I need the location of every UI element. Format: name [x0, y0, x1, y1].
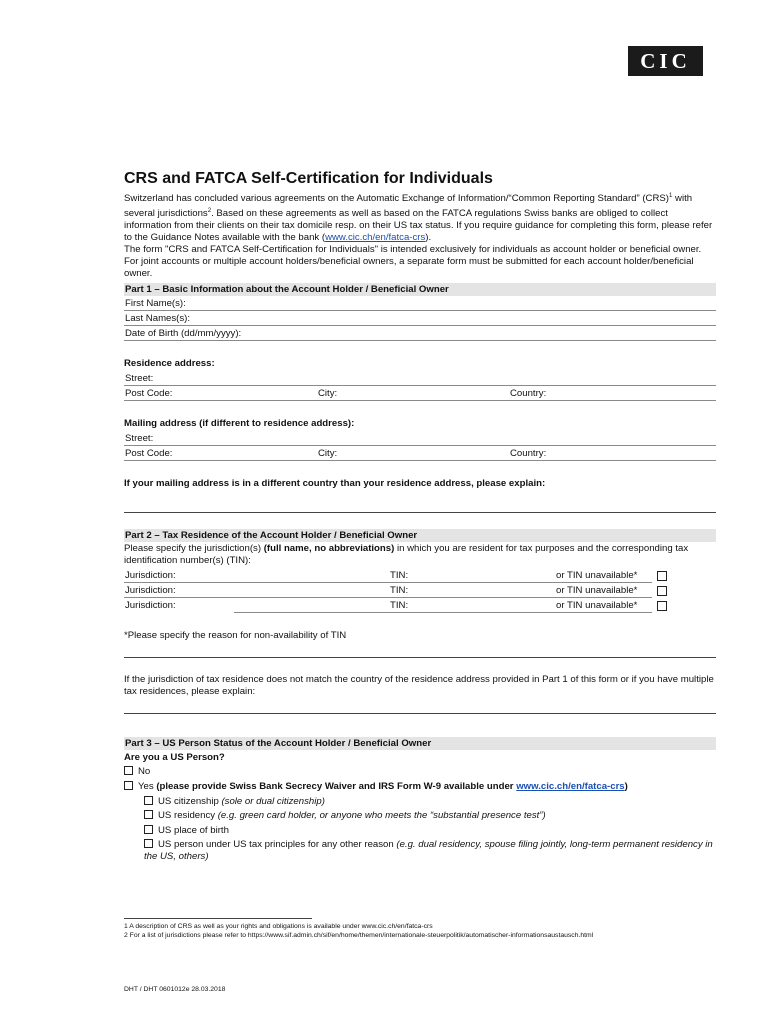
- us-person-question: Are you a US Person?: [124, 752, 225, 763]
- mailing-postcode-row[interactable]: Post Code: City: Country:: [124, 447, 716, 461]
- us-citizenship-checkbox[interactable]: [144, 796, 153, 805]
- tin-reason-note: *Please specify the reason for non-availability of TIN: [124, 630, 347, 641]
- footnote-separator: [124, 918, 312, 919]
- no-checkbox[interactable]: [124, 766, 133, 775]
- w9-link[interactable]: www.cic.ch/en/fatca-crs: [516, 781, 625, 792]
- tin-unavailable-checkbox-1[interactable]: [657, 571, 667, 581]
- tin-reason-line[interactable]: [124, 657, 716, 658]
- mailing-country-question: If your mailing address is in a different country than your residence address, please explain:: [124, 478, 546, 489]
- us-residency-option[interactable]: US residency (e.g. green card holder, or anyone who meets the “substantial presence test”): [144, 810, 546, 822]
- last-names-field[interactable]: Last Names(s):: [124, 312, 716, 326]
- yes-checkbox[interactable]: [124, 781, 133, 790]
- us-person-yes-option[interactable]: Yes (please provide Swiss Bank Secrecy Waiver and IRS Form W-9 available under www.cic.ch/en/fatca-crs): [124, 781, 724, 793]
- us-residency-checkbox[interactable]: [144, 810, 153, 819]
- intro-text: Switzerland has concluded various agreements on the Automatic Exchange of Information/“Common Reporting Standard” (CRS)$^1$ with several jurisdictions$^2$. Based on these agreements as well as based on the FATCA regulations Swiss banks are obliged to collect information from their clients on their tax domicile resp. on their US tax status. If you require guidance for completing this form, please refer to the Guidance Notes available with the bank (www.cic.ch/en/fatca-crs). The form "CRS and FATCA Self-Certification for Individuals" is intended exclusively for individuals as account holder or beneficial owner. For joint accounts or multiple account holders/beneficial owners, a separate form must be submitted for each account holder/beneficial owner.: [124, 193, 713, 280]
- first-names-field[interactable]: First Name(s):: [124, 297, 716, 311]
- jurisdiction-row-1[interactable]: Jurisdiction: TIN: or TIN unavailable*: [124, 569, 652, 583]
- footnote-2: 2 For a list of jurisdictions please refer to https://www.sif.admin.ch/sif/en/home/themen/internationale-steuerpolitik/automatischer-informationsaustausch.html: [124, 932, 594, 939]
- us-other-reason-option[interactable]: US person under US tax principles for any other reason (e.g. dual residency, spouse filing jointly, long-term permanent residency in the US, others): [144, 839, 713, 862]
- jurisdiction-row-3[interactable]: Jurisdiction: TIN: or TIN unavailable*: [125, 600, 638, 611]
- mailing-address-heading: Mailing address (if different to residence address):: [124, 418, 355, 429]
- footnote-1: 1 A description of CRS as well as your rights and obligations is available under www.cic.ch/en/fatca-crs: [124, 923, 433, 930]
- cic-logo: CIC: [628, 46, 703, 76]
- guidance-link[interactable]: www.cic.ch/en/fatca-crs: [325, 232, 426, 244]
- residence-address-heading: Residence address:: [124, 358, 215, 369]
- tax-residence-mismatch-question: If the jurisdiction of tax residence does not match the country of the residence address provided in Part 1 of this form or if you have multiple tax residences, please explain:: [124, 674, 714, 697]
- mailing-explain-line[interactable]: [124, 512, 716, 513]
- part2-instructions: Please specify the jurisdiction(s) (full name, no abbreviations) in which you are resident for tax purposes and the corresponding tax identification number(s) (TIN):: [124, 543, 689, 566]
- part1-heading: Part 1 – Basic Information about the Account Holder / Beneficial Owner: [124, 283, 716, 296]
- page-title: CRS and FATCA Self-Certification for Individuals: [124, 170, 493, 187]
- us-other-reason-checkbox[interactable]: [144, 839, 153, 848]
- us-person-no-option[interactable]: No: [124, 766, 150, 778]
- tin-unavailable-checkbox-2[interactable]: [657, 586, 667, 596]
- jurisdiction-row-3-underline: [234, 612, 652, 613]
- residence-street-field[interactable]: Street:: [124, 372, 716, 386]
- mailing-street-field[interactable]: Street:: [124, 432, 716, 446]
- residence-postcode-row[interactable]: Post Code: City: Country:: [124, 387, 716, 401]
- us-place-of-birth-checkbox[interactable]: [144, 825, 153, 834]
- part3-heading: Part 3 – US Person Status of the Account Holder / Beneficial Owner: [124, 737, 716, 750]
- part2-heading: Part 2 – Tax Residence of the Account Holder / Beneficial Owner: [124, 529, 716, 542]
- date-of-birth-field[interactable]: Date of Birth (dd/mm/yyyy):: [124, 327, 716, 341]
- document-code: DHT / DHT 0601012e 28.03.2018: [124, 986, 226, 993]
- tin-unavailable-checkbox-3[interactable]: [657, 601, 667, 611]
- us-citizenship-option[interactable]: US citizenship (sole or dual citizenship): [144, 796, 325, 808]
- jurisdiction-row-2[interactable]: Jurisdiction: TIN: or TIN unavailable*: [124, 584, 652, 598]
- us-place-of-birth-option[interactable]: US place of birth: [144, 825, 229, 837]
- tax-residence-explain-line[interactable]: [124, 713, 716, 714]
